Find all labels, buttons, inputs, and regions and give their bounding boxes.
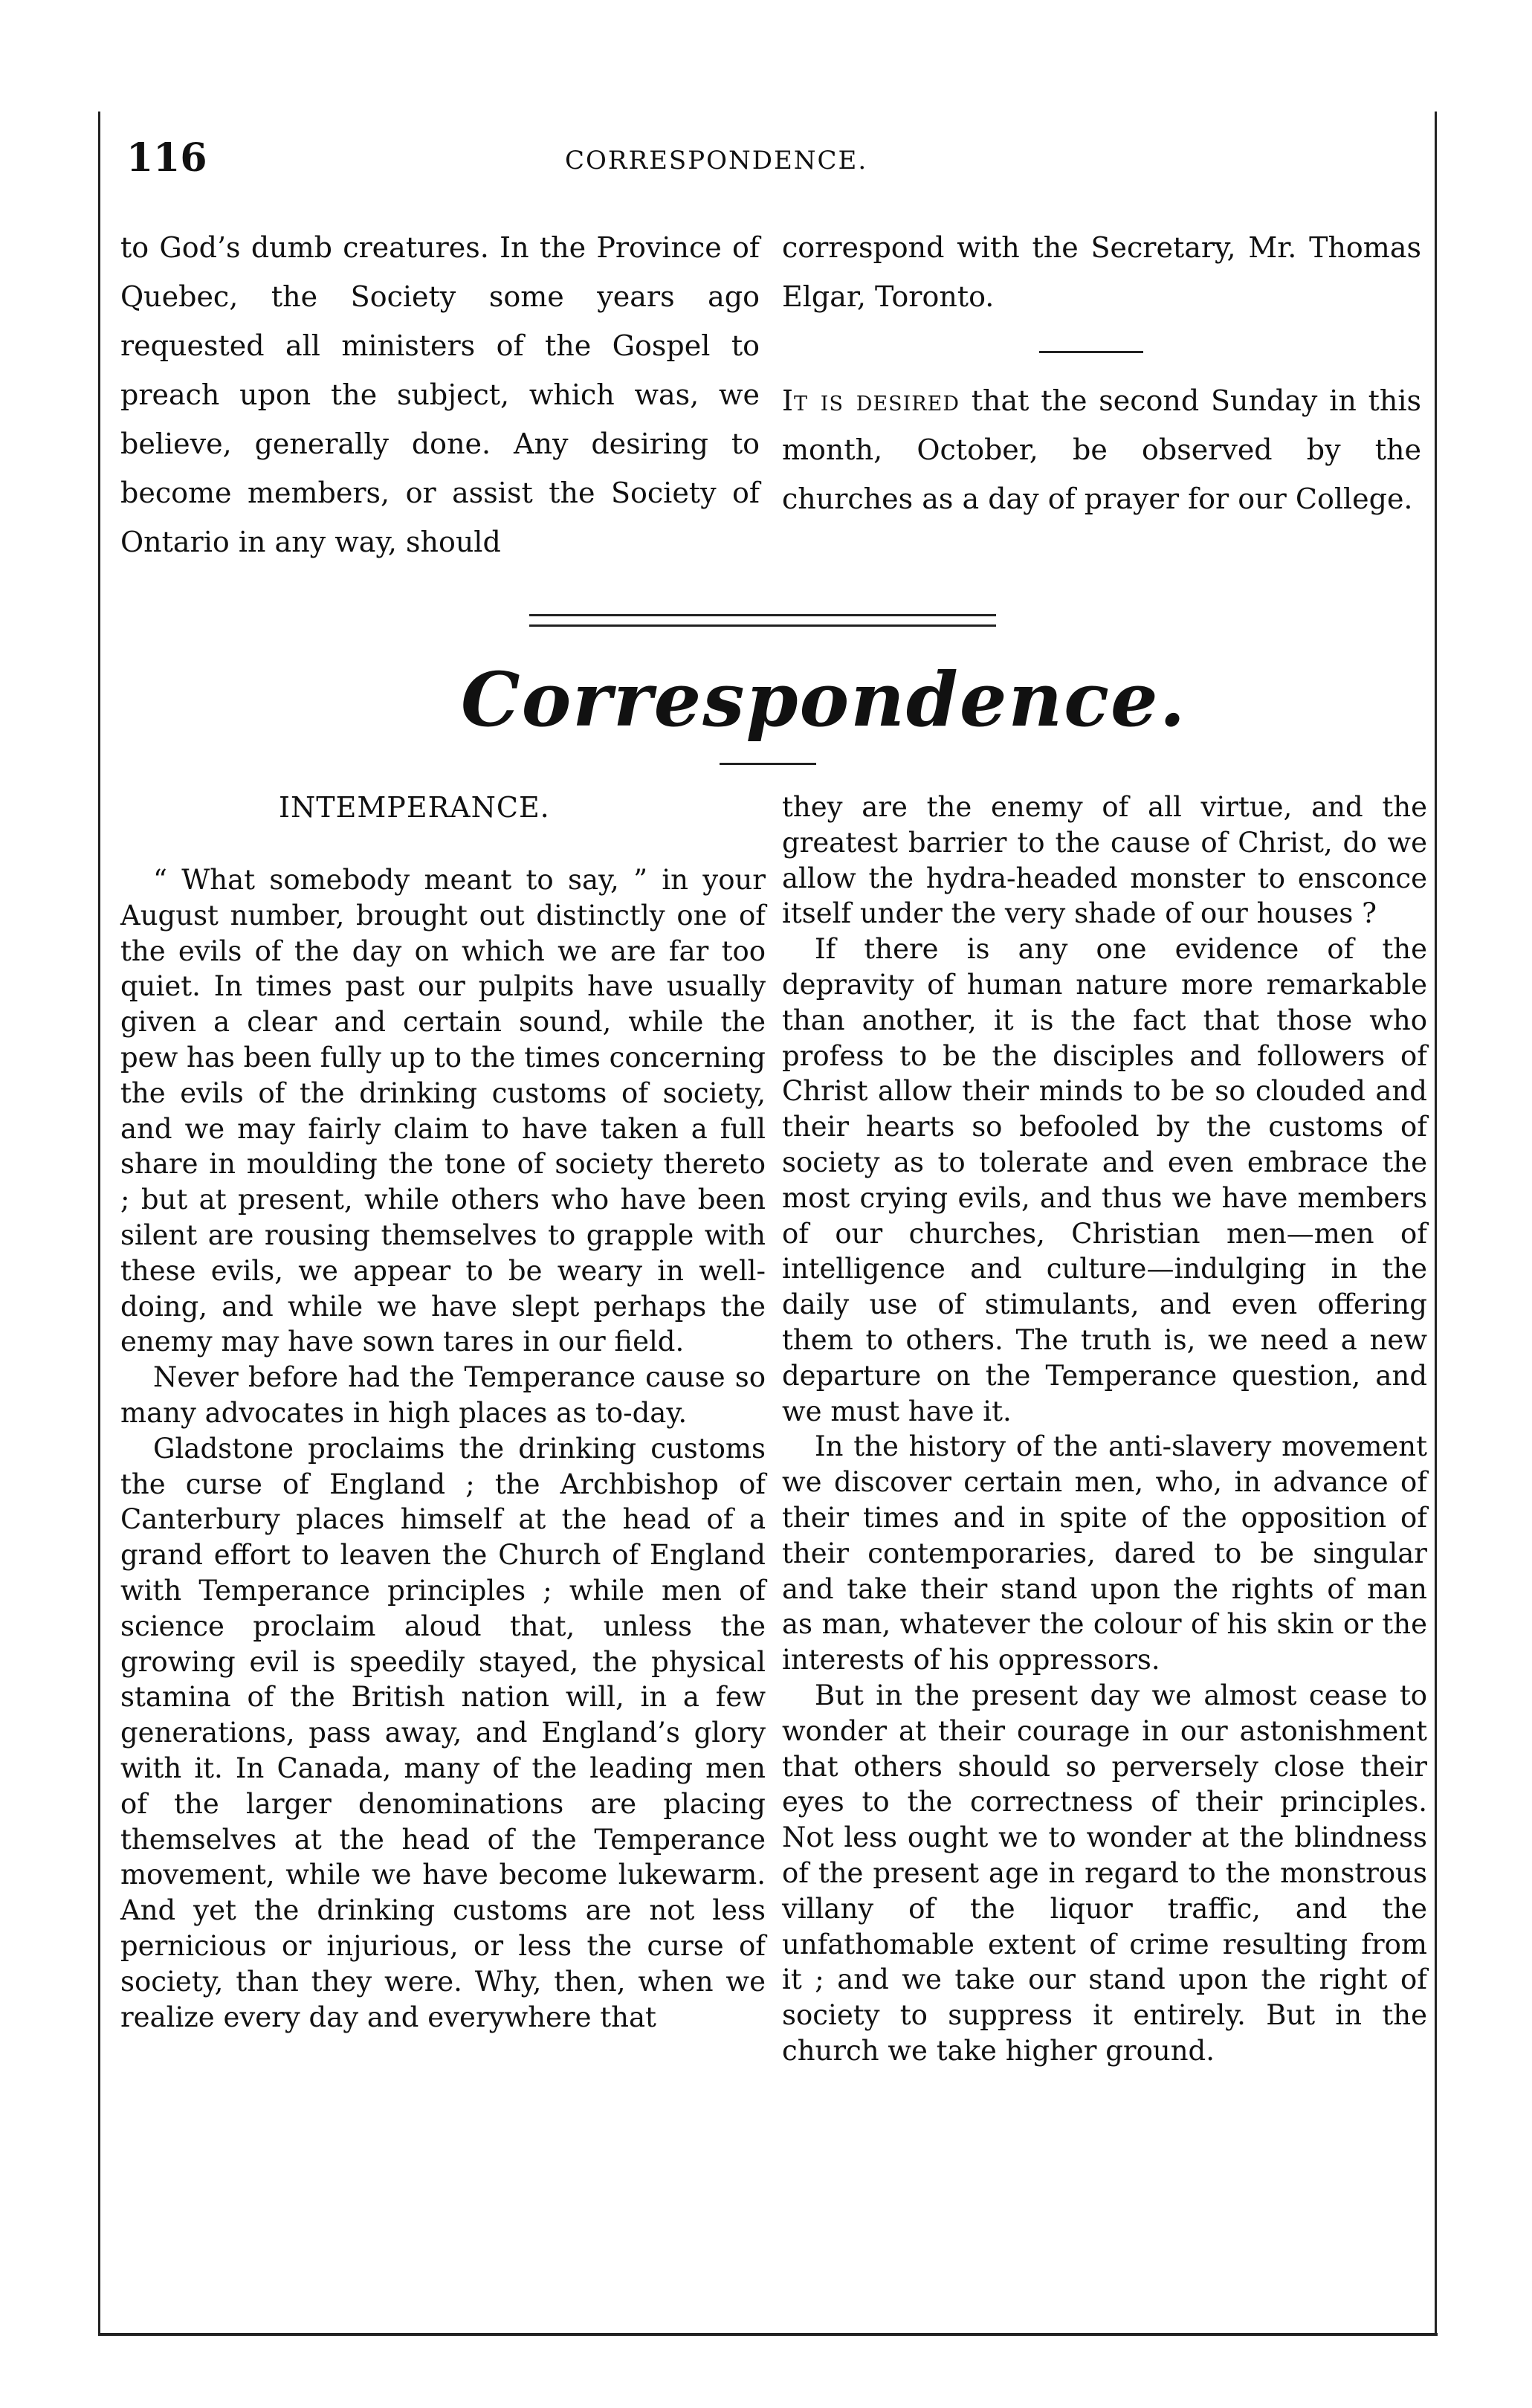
top-left-column	[120, 223, 760, 567]
article-paragraph: Never before had the Temperance cause so many advocates in high places as to-day.	[120, 1361, 766, 1429]
notice-lead: It is desired	[782, 384, 960, 417]
section-divider-top	[529, 614, 996, 616]
section-divider-bottom	[529, 624, 996, 627]
page-border-right	[1435, 112, 1437, 2334]
short-divider	[1039, 351, 1143, 353]
page-number: 116	[126, 135, 207, 181]
article-right-column	[782, 790, 1427, 2069]
title-divider	[720, 763, 816, 765]
article-paragraph: Gladstone proclaims the drinking customs the curse of England ; the Archbishop of Canterbury places himself at the head of a grand effort to leaven the Church of England with Temperance principles ; while men of science proclaim aloud that, unless the growing evil is speedily stayed, the physical stamina of the British nation will, in a few generations, pass away, and England’s glory with it. In Canada, many of the leading men of the larger denominations are placing themselves at the head of the Temperance movement, while we have become lukewarm. And yet the drinking customs are not less pernicious or injurious, or less the curse of society, than they were. Why, then, when we realize every day and everywhere that	[120, 1432, 766, 2033]
notice-text: that the second Sunday in this month, October, be observed by the churches as a day of prayer for our College.	[782, 384, 1422, 515]
article-paragraph: they are the enemy of all virtue, and the greatest barrier to the cause of Christ, do we allow the hydra-headed monster to ensconce itself under the very shade of our houses ?	[782, 791, 1427, 930]
article-paragraph: But in the present day we almost cease to wonder at their courage in our astonishment that others should so perversely close their eyes to the correctness of their principles. Not less ought we to wonder at the blindness of the present age in regard to the monstrous villany of the liquor traffic, and the unfathomable extent of crime resulting from it ; and we take our stand upon the right of society to suppress it entirely. But in the church we take higher ground.	[782, 1679, 1427, 2067]
top-right-paragraph: correspond with the Secretary, Mr. Thomas Elgar, Toronto.	[782, 231, 1421, 313]
article-paragraph: In the history of the anti-slavery movement we discover certain men, who, in advance of their times and in spite of the opposition of their contemporaries, dared to be singular and take their stand upon the rights of man as man, whatever the colour of his skin or the interests of his oppressors.	[782, 1430, 1427, 1676]
article-left-column	[120, 862, 766, 2035]
page-border-left	[98, 112, 100, 2334]
top-right-column	[782, 223, 1421, 523]
article-paragraph: “ What somebody meant to say, ” in your August number, brought out distinctly one of the evils of the day on which we are far too quiet. In times past our pulpits have usually given a clear and certain sound, while the pew has been fully up to the times concerning the evils of the drinking customs of society, and we may fairly claim to have taken a full share in moulding the tone of society thereto ; but at present, while others who have been silent are rousing themselves to grapple with these evils, we appear to be weary in well-doing, and while we have slept perhaps the enemy may have sown tares in our field.	[120, 864, 766, 1358]
running-head: CORRESPONDENCE.	[565, 146, 868, 175]
page-border-bottom	[98, 2333, 1438, 2336]
prayer-notice	[782, 376, 1421, 523]
section-title: Correspondence.	[461, 656, 1187, 743]
top-left-paragraph: to God’s dumb creatures. In the Province of Quebec, the Society some years ago requested all ministers of the Gospel to preach upon the subject, which was, we believe, generally done. Any desiring to become members, or assist the Society of Ontario in any way, should	[120, 231, 760, 558]
article-paragraph: If there is any one evidence of the depravity of human nature more remarkable than another, it is the fact that those who profess to be the disciples and followers of Christ allow their minds to be so clouded and their hearts so befooled by the customs of society as to tolerate and even embrace the most crying evils, and thus we have members of our churches, Christian men—men of intelligence and culture—indulging in the daily use of stimulants, and even offering them to others. The truth is, we need a new departure on the Temperance question, and we must have it.	[782, 933, 1427, 1427]
article-title: INTEMPERANCE.	[279, 791, 550, 824]
